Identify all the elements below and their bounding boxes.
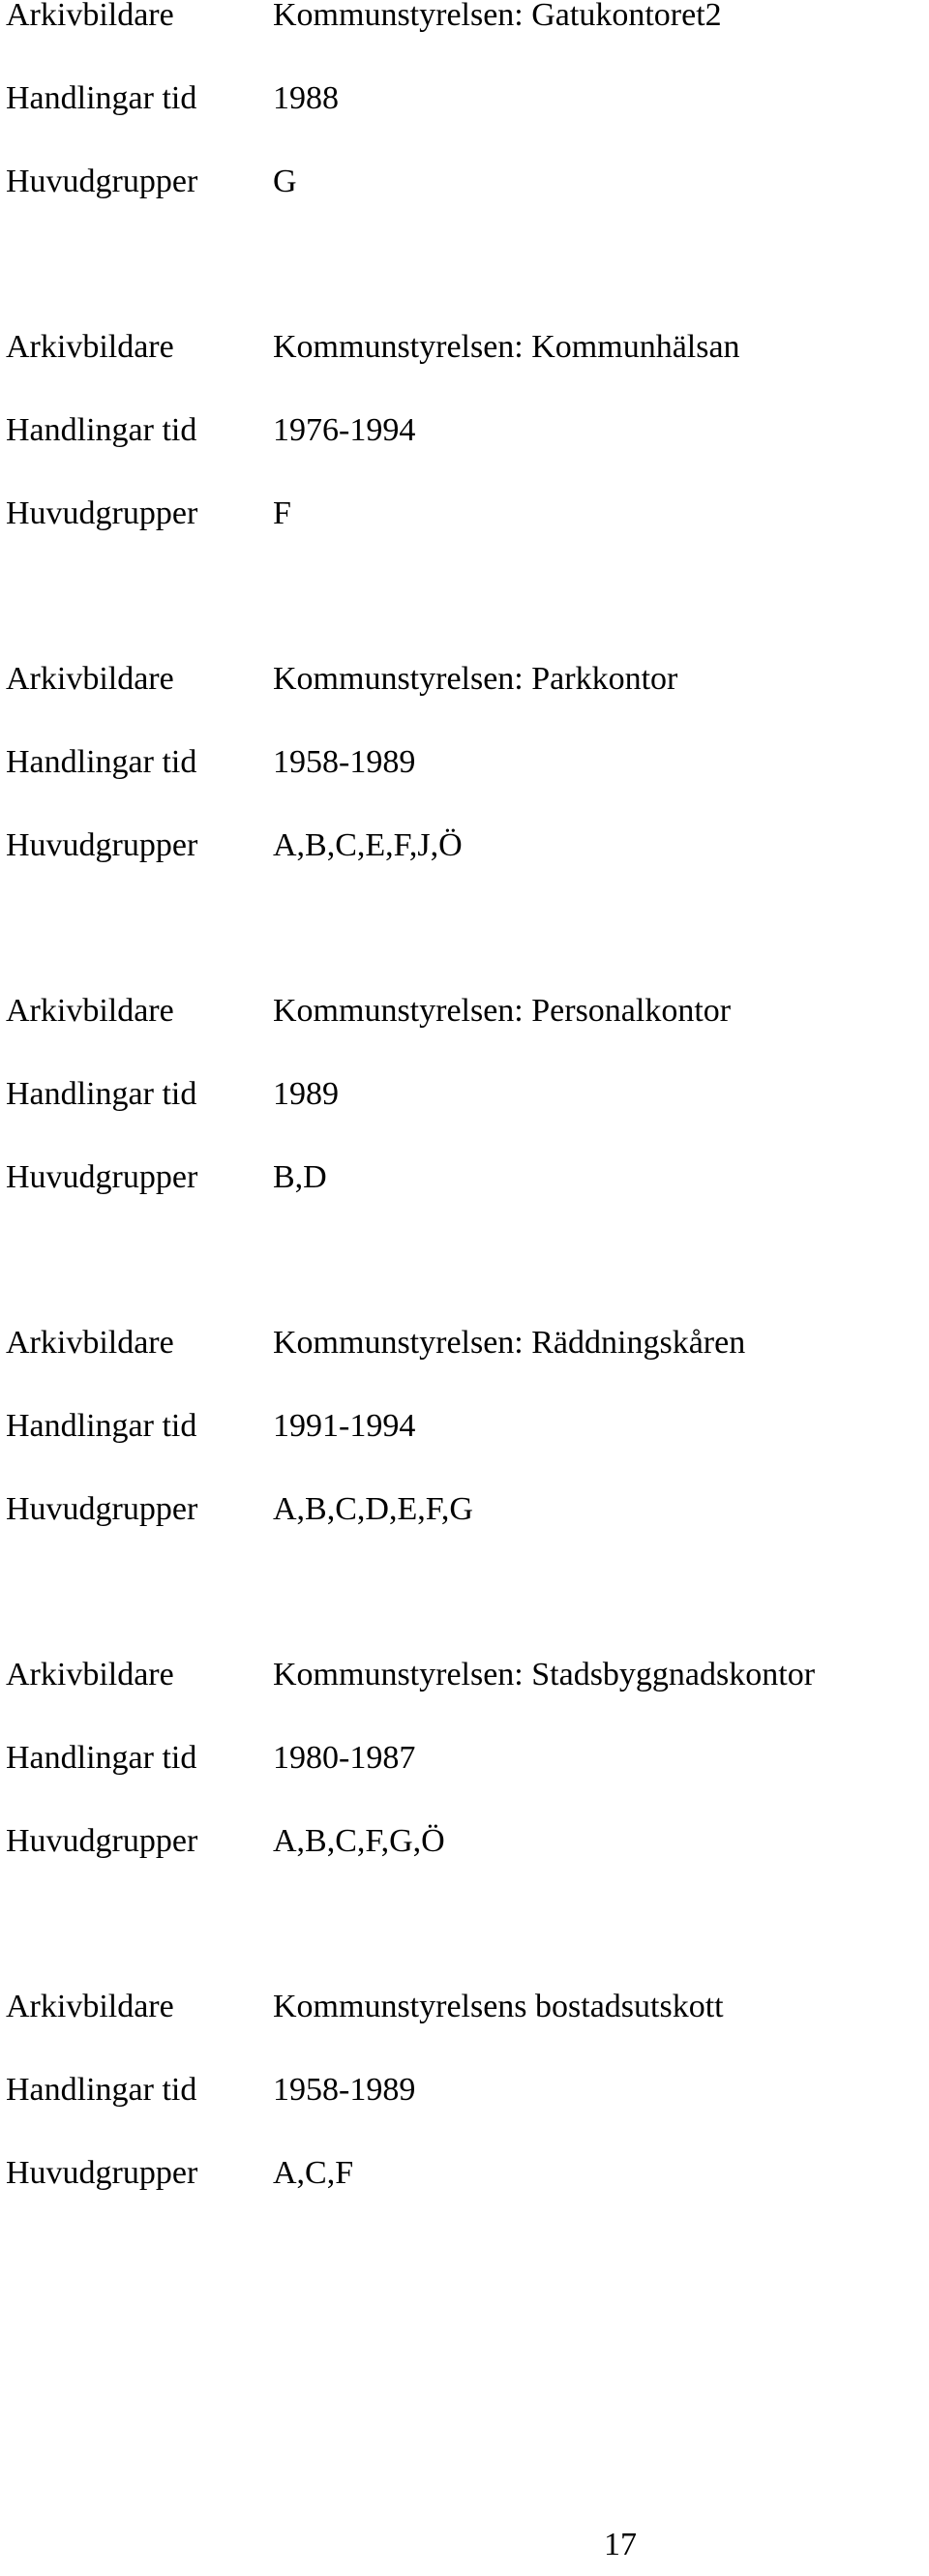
groups-label: Huvudgrupper	[6, 2155, 198, 2191]
creator-label: Arkivbildare	[6, 0, 174, 33]
creator-row	[6, 660, 925, 743]
period-row	[6, 743, 925, 826]
groups-row	[6, 1158, 925, 1242]
creator-row	[6, 1324, 925, 1407]
period-row	[6, 411, 925, 494]
creator-label: Arkivbildare	[6, 329, 174, 365]
groups-label: Huvudgrupper	[6, 1159, 198, 1195]
period-label: Handlingar tid	[6, 1740, 197, 1776]
groups-row	[6, 163, 925, 246]
creator-value: Kommunstyrelsen: Parkkontor	[273, 661, 678, 697]
archive-entry	[6, 1324, 925, 1573]
creator-row	[6, 1656, 925, 1739]
period-label: Handlingar tid	[6, 1076, 197, 1112]
period-value: 1958-1989	[273, 744, 416, 780]
archive-entry	[6, 1988, 925, 2237]
creator-value: Kommunstyrelsen: Stadsbyggnadskontor	[273, 1657, 816, 1692]
creator-value: Kommunstyrelsen: Gatukontoret2	[273, 0, 722, 33]
archive-entry	[6, 992, 925, 1242]
period-label: Handlingar tid	[6, 80, 197, 116]
groups-value: G	[273, 164, 297, 199]
period-value: 1980-1987	[273, 1740, 416, 1776]
creator-row	[6, 328, 925, 411]
groups-row	[6, 494, 925, 578]
groups-label: Huvudgrupper	[6, 495, 198, 531]
creator-value: Kommunstyrelsen: Kommunhälsan	[273, 329, 740, 365]
period-row	[6, 2071, 925, 2154]
creator-row	[6, 992, 925, 1075]
period-value: 1988	[273, 80, 339, 116]
period-label: Handlingar tid	[6, 412, 197, 448]
archive-entry	[6, 660, 925, 910]
creator-label: Arkivbildare	[6, 993, 174, 1029]
period-label: Handlingar tid	[6, 1408, 197, 1444]
period-value: 1991-1994	[273, 1408, 416, 1444]
period-value: 1976-1994	[273, 412, 416, 448]
groups-value: A,B,C,F,G,Ö	[273, 1823, 445, 1859]
groups-value: A,C,F	[273, 2155, 354, 2191]
period-value: 1989	[273, 1076, 339, 1112]
groups-label: Huvudgrupper	[6, 1823, 198, 1859]
period-value: 1958-1989	[273, 2072, 416, 2108]
creator-row	[6, 1988, 925, 2071]
groups-row	[6, 826, 925, 910]
creator-value: Kommunstyrelsen: Personalkontor	[273, 993, 732, 1029]
groups-value: B,D	[273, 1159, 327, 1195]
groups-value: A,B,C,D,E,F,G	[273, 1491, 473, 1527]
groups-row	[6, 1490, 925, 1573]
period-label: Handlingar tid	[6, 2072, 197, 2108]
period-label: Handlingar tid	[6, 744, 197, 780]
archive-entry	[6, 0, 925, 246]
creator-label: Arkivbildare	[6, 1325, 174, 1361]
groups-row	[6, 2154, 925, 2237]
creator-row	[6, 0, 925, 79]
groups-row	[6, 1822, 925, 1905]
creator-value: Kommunstyrelsen: Räddningskåren	[273, 1325, 746, 1361]
page-number: 17	[604, 2527, 637, 2562]
creator-label: Arkivbildare	[6, 661, 174, 697]
creator-label: Arkivbildare	[6, 1657, 174, 1692]
period-row	[6, 1075, 925, 1158]
creator-label: Arkivbildare	[6, 1989, 174, 2024]
archive-entry	[6, 328, 925, 578]
groups-value: F	[273, 495, 291, 531]
creator-value: Kommunstyrelsens bostadsutskott	[273, 1989, 724, 2024]
groups-label: Huvudgrupper	[6, 1491, 198, 1527]
archive-entry	[6, 1656, 925, 1905]
period-row	[6, 1407, 925, 1490]
period-row	[6, 79, 925, 163]
groups-label: Huvudgrupper	[6, 164, 198, 199]
period-row	[6, 1739, 925, 1822]
groups-value: A,B,C,E,F,J,Ö	[273, 827, 463, 863]
groups-label: Huvudgrupper	[6, 827, 198, 863]
